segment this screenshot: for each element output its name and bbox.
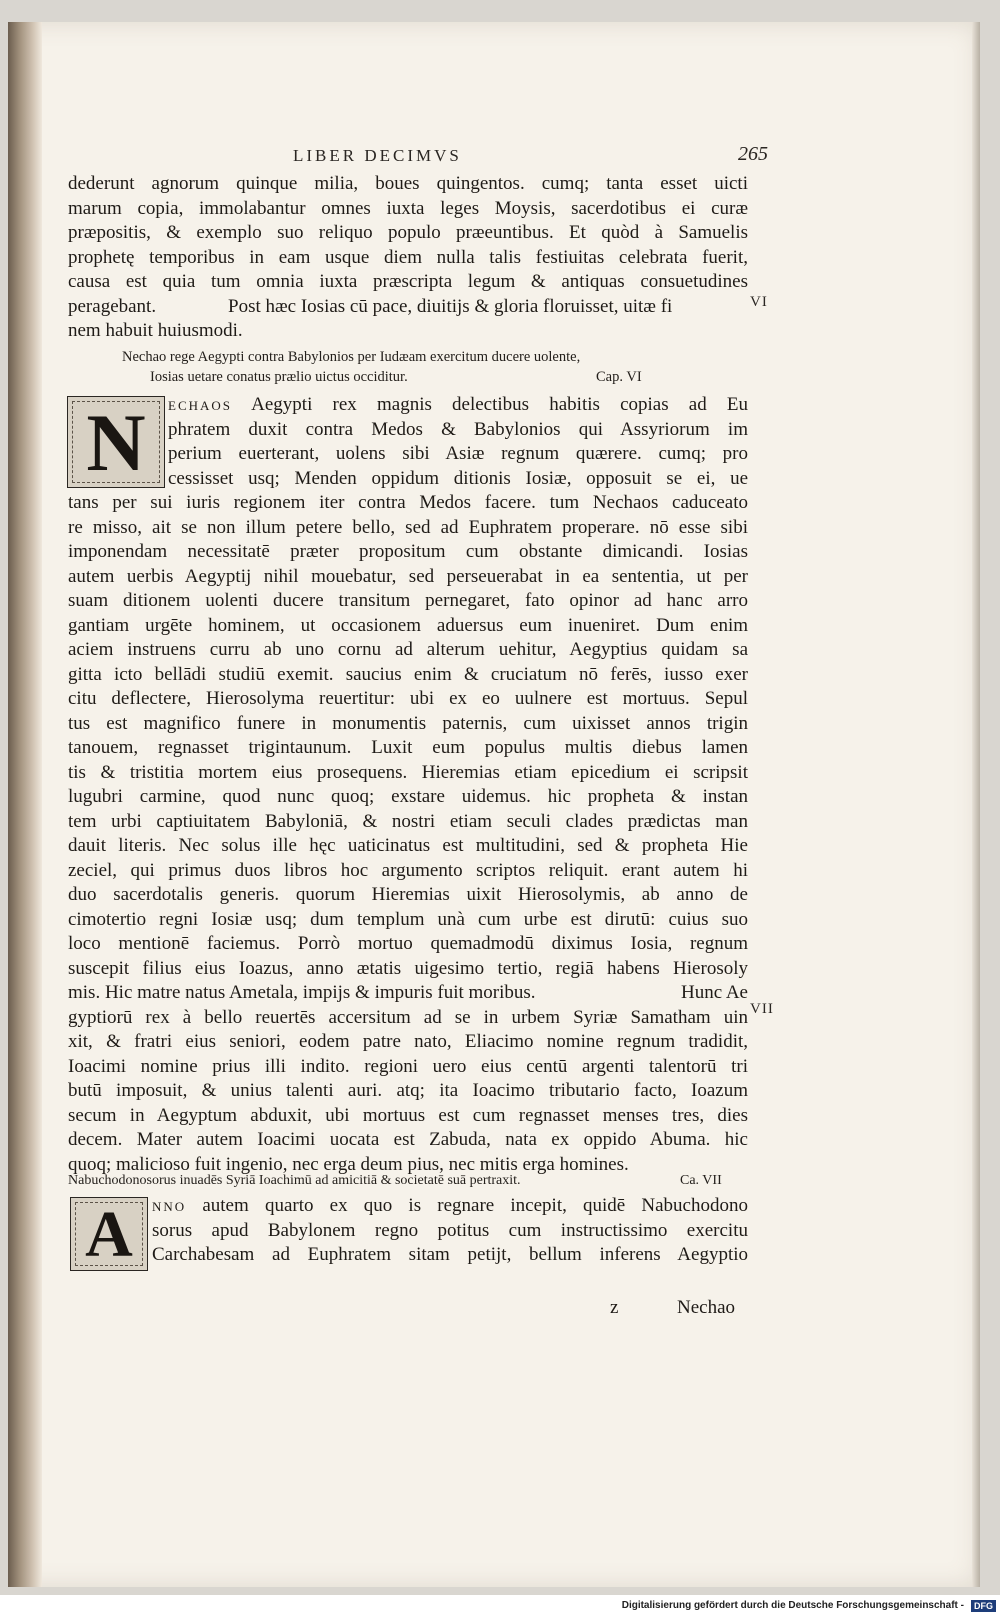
- chapter-caption-line: Iosias uetare conatus prælio uictus occiditur.: [150, 369, 408, 385]
- text-line: Ioacimi nomine prius illi indito. regioni uero eius centū argenti talentorū tri: [68, 1055, 748, 1077]
- text-segment: Aegypti rex magnis delectibus habitis copias ad Eu: [251, 394, 749, 415]
- text-line: imponendam necessitatē præter propositum cum obstante dimicandi. Iosias: [68, 541, 748, 562]
- dfg-logo: DFG: [971, 1600, 996, 1612]
- text-line: phratem duxit contra Medos & Babylonios qui Assyriorum im: [168, 418, 748, 440]
- text-line: re misso, ait se non illum petere bello, sed ad Euphratem properare. nō esse sibi: [68, 516, 748, 538]
- decorated-initial-n: [67, 396, 165, 488]
- page-edge: [972, 22, 980, 1587]
- text-line: decem. Mater autem Ioacimi uocata est Zabuda, nata ex oppido Abuma. hic: [68, 1129, 748, 1150]
- paragraph-1: [68, 172, 748, 344]
- catchword: Nechao: [677, 1297, 736, 1318]
- chapter-7-indented: [152, 1194, 748, 1268]
- text-line: dauit literis. Nec solus ille hęc uaticinatus est multitudini, sed & propheta Hie: [68, 835, 748, 856]
- text-line: prophetę temporibus in eam usque diem nulla talis festiuitas celebrata fuerit,: [68, 246, 748, 268]
- page-header: [68, 143, 768, 170]
- page-gutter: [8, 22, 42, 1587]
- text-line: nem habuit huiusmodi.: [68, 320, 243, 341]
- funding-notice: Digitalisierung gefördert durch die Deutsche Forschungsgemeinschaft -: [621, 1600, 964, 1611]
- margin-note-vii: VII: [750, 1001, 774, 1017]
- text-line: tanouem, regnasset trigintaunum. Luxit eum populus multis diebus lamen: [68, 737, 748, 758]
- text-line: zeciel, qui primus duos libros hoc argumento scriptos reliquit. erant autem hi: [68, 859, 748, 881]
- text-line: gitta icto bellādi studiū exemit. saucius enim & cruciatum nō ferēs, iusso exer: [68, 663, 748, 685]
- text-line: tans per sui iuris regionem iter contra Medos facere. tum Nechaos caduceato: [68, 492, 748, 513]
- text-line: tem urbi captiuitatem Babyloniā, & nostri etiam seculi clades prædictas man: [68, 810, 748, 832]
- chapter-6-body: [68, 491, 748, 1177]
- text-line: [168, 393, 748, 418]
- text-line: tus est magnifico funere in monumentis paternis, cum uixisset annos trigin: [68, 712, 748, 734]
- text-line: aciem instruens curru ab uno cornu ad alterum uehitur, Aegyptius quidam sa: [68, 639, 748, 660]
- initial-letter: N: [86, 397, 146, 488]
- text-line: secum in Aegyptum abduxit, ubi mortuus est cum regnasset menses tres, dies: [68, 1104, 748, 1126]
- text-line: gantiam urgēte hominem, ut occasionem aduersus eum inueniret. Dum enim: [68, 614, 748, 636]
- text-line: dederunt agnorum quinque milia, boues quingentos. cumq; tanta esset uicti: [68, 173, 748, 194]
- text-line: duo sacerdotalis generis. quorum Hieremias uixit Hierosolymis, ab anno de: [68, 884, 748, 905]
- text-line: cessisset usq; Menden oppidum ditionis Iosiæ, opposuit se ei, ue: [168, 467, 748, 489]
- page-number: 265: [738, 143, 768, 165]
- text-line: butū imposuit, & unius talenti auri. atq; ita Ioacimo tributario facto, Ioazum: [68, 1080, 748, 1101]
- text-line: gyptiorū rex à bello reuertēs accersitum ad se in urbem Syriæ Samatham uin: [68, 1006, 748, 1028]
- text-line: marum copia, immolabantur omnes iuxta leges Moysis, sacerdotibus ei curæ: [68, 197, 748, 219]
- text-segment: mis. Hic matre natus Ametala, impijs & impuris fuit moribus.: [68, 982, 536, 1003]
- text-line: causa est quia tum omnia iuxta præscripta legum & antiquas consuetudines: [68, 271, 748, 292]
- text-line: cimotertio regni Iosiæ usq; dum templum unà cum urbe est dirutū: cuius suo: [68, 908, 748, 930]
- text-line: loco mentionē faciemus. Porrò mortuo quemadmodū diximus Iosia, regnum: [68, 933, 748, 954]
- smallcaps-word: ECHAOS: [168, 398, 233, 413]
- text-line: autem uerbis Aegyptij nihil mouebatur, sed perseuerabat in ea sententia, ut per: [68, 565, 748, 587]
- smallcaps-word: NNO: [152, 1199, 187, 1214]
- text-segment: peragebant.: [68, 295, 157, 317]
- text-line: tis & tristitia mortem eius prosequens. Hieremias etiam epicedium ei scripsit: [68, 761, 748, 783]
- text-line: suam ditionem uolenti ducere transitum pernegaret, fato opinor ad hanc arro: [68, 590, 748, 611]
- text-segment: autem quarto ex quo is regnare incepit, quidē Nabuchodono: [202, 1195, 748, 1216]
- chapter-caption-line: Nechao rege Aegypti contra Babylonios per Iudæam exercitum ducere uolente,: [122, 349, 581, 365]
- text-line: [68, 295, 748, 320]
- text-segment: Hunc Ae: [680, 982, 748, 1003]
- chapter-number: Cap. VI: [596, 369, 642, 385]
- text-line: citu deflectere, Hierosolyma reuertitur: ubi ex eo uulnere est mortuus. Sepul: [68, 688, 748, 709]
- running-title: LIBER DECIMVS: [293, 146, 462, 165]
- text-line: præpositis, & exemplo suo reliquo populo præeuntibus. Et quòd à Samuelis: [68, 222, 748, 243]
- footer-bar: [0, 1597, 1000, 1617]
- text-line: suscepit filius eius Ioazus, anno ætatis uigesimo tertio, regiā habens Hierosoly: [68, 957, 748, 979]
- text-line: Carchabesam ad Euphratem sitam petijt, bellum inferens Aegyptio: [152, 1244, 748, 1265]
- text-segment: Post hæc Iosias cū pace, diuitijs & gloria floruisset, uitæ fi: [228, 295, 673, 317]
- text-line: lugubri carmine, quod nunc quoq; exstare uidemus. hic propheta & instan: [68, 786, 748, 807]
- margin-note-vi: VI: [750, 294, 768, 310]
- signature-mark: z: [610, 1297, 619, 1318]
- chapter-6-indented: [168, 393, 748, 491]
- chapter-number: Ca. VII: [680, 1173, 722, 1188]
- text-line: sorus apud Babylonem regno potitus cum instructissimo exercitu: [152, 1219, 748, 1241]
- text-line: [152, 1194, 748, 1219]
- text-line: quoq; malicioso fuit ingenio, nec erga deum pius, nec mitis erga homines.: [68, 1153, 629, 1175]
- chapter-caption-line: Nabuchodonosorus inuadēs Syriā Ioachimū ad amicitiā & societatē suā pertraxit.: [68, 1173, 521, 1188]
- text-line: perium euerterant, uolens sibi Asiæ regnum quærere. cumq; pro: [168, 443, 748, 464]
- initial-letter: A: [85, 1198, 133, 1271]
- text-line: [68, 981, 748, 1006]
- text-line: xit, & fratri eius seniori, eodem patre nato, Eliacimo nomine regnum tradidit,: [68, 1031, 748, 1052]
- decorated-initial-a: [70, 1197, 148, 1271]
